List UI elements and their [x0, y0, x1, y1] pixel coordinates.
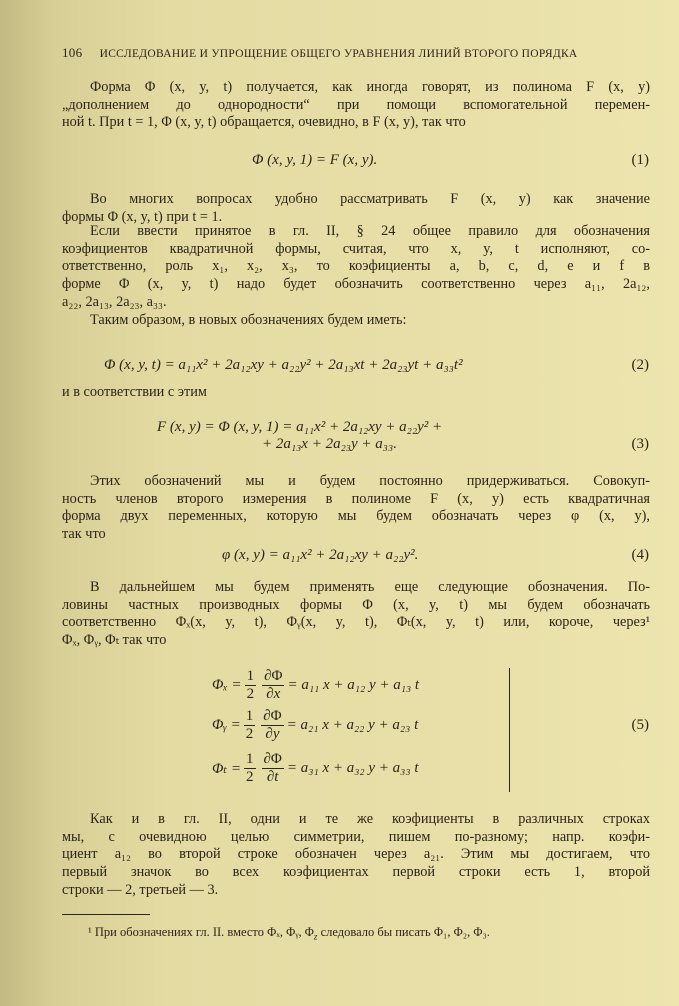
text-line: форме Φ (x, y, t) надо будет обозначить соответственно через a₁₁, 2a₁₂,	[62, 276, 650, 293]
equation-4: φ (x, y) = a₁₁x² + 2a₁₂xy + a₂₂y².	[222, 547, 419, 563]
equation-2: Φ (x, y, t) = a₁₁x² + 2a₁₂xy + a₂₂y² + 2a₁₃xt + 2a₂₃yt + a₃₃t²	[104, 357, 463, 373]
equation-4-number: (4)	[631, 547, 649, 563]
row-rhs: = a₁₁ x + a₁₂ y + a₁₃ t	[287, 676, 420, 693]
text-line: ной t. При t = 1, Φ (x, y, t) обращается, очевидно, в F (x, y), так что	[62, 114, 466, 131]
numerator: ∂Φ	[263, 750, 282, 767]
denominator: 2	[246, 685, 255, 702]
text-line: Таким образом, в новых обозначениях будем иметь:	[90, 312, 407, 328]
denominator: ∂t	[266, 768, 279, 785]
text-line: a₂₂, 2a₁₃, 2a₂₃, a₃₃.	[62, 293, 167, 310]
paragraph-coefficient-rule	[62, 223, 650, 311]
numerator: ∂Φ	[263, 707, 282, 724]
numerator: 1	[246, 750, 254, 767]
equation-5-row	[212, 705, 418, 745]
text-line: коэфициентов квадратичной формы, считая, что x, y, t исполняют, со-	[62, 240, 650, 257]
text-line: и в соответствии с этим	[62, 384, 207, 400]
text-line: ловины частных производных формы Φ (x, y, t) мы будем обозначать	[62, 596, 650, 613]
text-line: Во многих вопросах удобно рассматривать F (x, y) как значение	[90, 191, 650, 207]
text-line: Этих обозначений мы и будем постоянно придерживаться. Совокуп-	[90, 473, 650, 489]
text-line: Как и в гл. II, одни и те же коэфициенты в различных строках	[90, 811, 650, 827]
fraction-partial	[261, 708, 283, 743]
denominator: 2	[245, 725, 254, 742]
equation-1: Φ (x, y, 1) = F (x, y).	[252, 152, 378, 168]
text-line: первый значок во всех коэфициентах первой строки есть 1, второй	[62, 864, 650, 881]
denominator: ∂y	[265, 725, 280, 742]
paragraph-value-of-form	[62, 191, 650, 226]
footnote-text: ¹ При обозначениях гл. II. вместо Φₓ, Φᵧ, Φ	[88, 925, 314, 939]
paragraph-form-definition	[62, 79, 650, 132]
text-line: Если ввести принятое в гл. II, § 24 общее правило для обозначения	[90, 223, 650, 239]
footnote-separator	[62, 914, 150, 915]
text-line: соответственно Φₓ(x, y, t), Φᵧ(x, y, t), Φₜ(x, y, t) или, короче, через¹	[62, 614, 650, 631]
paragraph-new-notation	[62, 312, 650, 330]
row-lhs: Φₓ =	[212, 676, 242, 693]
row-lhs: Φᵧ =	[212, 716, 241, 733]
text-line: формы Φ (x, y, t) при t = 1.	[62, 208, 223, 225]
numerator: ∂Φ	[264, 667, 283, 684]
fraction-partial	[262, 668, 284, 703]
text-line: так что	[62, 526, 106, 543]
page-number: 106	[62, 45, 83, 60]
fraction-half	[245, 668, 257, 703]
running-header	[62, 45, 578, 61]
numerator: 1	[245, 707, 254, 724]
text-line: Форма Φ (x, y, t) получается, как иногда говорят, из полинома F (x, y)	[90, 79, 650, 95]
fraction-half	[244, 708, 256, 743]
equation-3-line-2: + 2a₁₃x + 2a₂₃y + a₃₃.	[262, 436, 397, 452]
denominator: 2	[246, 768, 254, 785]
chapter-title: ИССЛЕДОВАНИЕ И УПРОЩЕНИЕ ОБЩЕГО УРАВНЕНИЯ ЛИНИЙ ВТОРОГО ПОРЯДКА	[99, 48, 578, 60]
text-line: форма двух переменных, которую мы будем обозначать через φ (x, y),	[62, 508, 650, 525]
equation-1-number: (1)	[631, 152, 649, 168]
text-line: В дальнейшем мы будем применять еще следующие обозначения. По-	[90, 579, 650, 595]
paragraph-symmetry	[62, 811, 650, 899]
text-line: циент a₁₂ во второй строке обозначен через a₂₁. Этим мы достигаем, что	[62, 846, 650, 863]
equation-5-row	[212, 665, 419, 705]
text-line: Φₓ, Φᵧ, Φₜ так что	[62, 632, 167, 649]
equation-3-line-1: F (x, y) = Φ (x, y, 1) = a₁₁x² + 2a₁₂xy + a₂₂y² +	[157, 419, 443, 435]
text-line: ответственно, роль x₁, x₂, x₃, то коэфициенты a, b, c, d, e и f в	[62, 258, 650, 275]
text-line: строки — 2, третьей — 3.	[62, 881, 219, 898]
fraction-partial	[262, 751, 284, 786]
numerator: 1	[246, 667, 255, 684]
row-rhs: = a₃₁ x + a₃₂ y + a₃₃ t	[286, 759, 419, 776]
equation-5-number: (5)	[631, 717, 649, 733]
text-line: мы, с очевидною целью симметрии, пишем по-разному; напр. коэфи-	[62, 828, 650, 845]
footnote-text-end: следовало бы писать Φ₁, Φ₂, Φ₃.	[317, 925, 490, 939]
footnote	[88, 925, 490, 942]
footnote-subscript: z	[313, 931, 318, 942]
paragraph-quadratic-form	[62, 473, 650, 544]
denominator: ∂x	[266, 685, 281, 702]
equation-3-number: (3)	[631, 436, 649, 452]
row-lhs: Φₜ =	[212, 760, 241, 777]
paragraph-accordingly	[62, 384, 650, 402]
text-line: ность членов второго измерения в полиноме F (x, y) есть квадратичная	[62, 490, 650, 507]
equation-5-row	[212, 748, 419, 788]
equation-2-number: (2)	[631, 357, 649, 373]
text-line: „дополнением до однородности“ при помощи вспомогательной перемен-	[62, 96, 650, 113]
fraction-half	[244, 751, 256, 786]
row-rhs: = a₂₁ x + a₂₂ y + a₂₃ t	[286, 716, 419, 733]
paragraph-partial-derivatives	[62, 579, 650, 650]
right-brace	[505, 668, 510, 792]
